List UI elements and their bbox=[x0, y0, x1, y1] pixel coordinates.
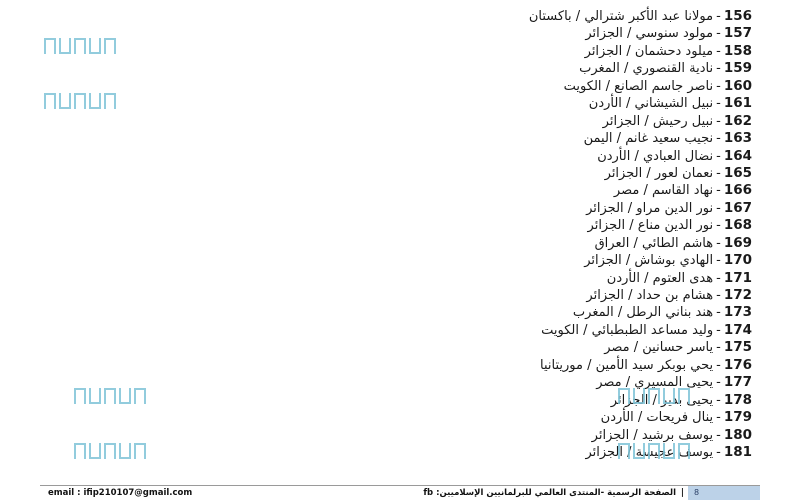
entry-text: يحيى المسيري / مصر bbox=[596, 375, 714, 391]
entry-text: نور الدين مناع / الجزائر bbox=[587, 218, 714, 234]
entry-text: نعمان لعور / الجزائر bbox=[604, 165, 714, 181]
list-item: 160 - ناصر جاسم الصانع / الكويت bbox=[563, 77, 752, 94]
entry-number: 172 bbox=[723, 287, 752, 303]
entry-number: 181 bbox=[723, 443, 752, 460]
entry-number: 169 bbox=[723, 234, 752, 251]
entry-number: 161 bbox=[723, 95, 752, 112]
entry-number: 158 bbox=[723, 42, 752, 59]
entry-text: هشام بن حداد / الجزائر bbox=[586, 288, 714, 303]
entry-number: 173 bbox=[723, 304, 752, 321]
entry-text: نبيل الشيشاني / الأردن bbox=[588, 96, 714, 112]
entry-number: 167 bbox=[723, 199, 752, 216]
watermark-logo bbox=[74, 388, 146, 404]
entry-text: نجيب سعيد غانم / اليمن bbox=[583, 131, 714, 147]
entry-number: 177 bbox=[723, 374, 752, 391]
entry-text: نادية القنصوري / المغرب bbox=[579, 61, 714, 77]
list-item: 167 - نور الدين مراو / الجزائر bbox=[586, 199, 752, 216]
entry-number: 175 bbox=[723, 339, 752, 356]
list-item: 181 - يوسف عجيسة / الجزائر bbox=[585, 443, 752, 460]
footer-email: email : ifip210107@gmail.com bbox=[48, 488, 193, 498]
list-item: 163 - نجيب سعيد غانم / اليمن bbox=[583, 130, 752, 147]
entry-number: 170 bbox=[723, 252, 752, 269]
entry-number: 180 bbox=[723, 426, 752, 443]
entry-text: هند بناني الرطل / المغرب bbox=[572, 305, 714, 321]
list-item: 171 - هدى العتوم / الأردن bbox=[606, 269, 752, 286]
watermark-logo bbox=[44, 93, 116, 109]
member-list bbox=[392, 8, 752, 461]
list-item: 162 - نبيل رحيش / الجزائر bbox=[602, 112, 752, 129]
list-item: 175 - ياسر حسانين / مصر bbox=[604, 339, 752, 356]
entry-text: ناصر جاسم الصانع / الكويت bbox=[563, 78, 714, 94]
watermark-logo bbox=[74, 443, 146, 459]
entry-text: يحيى بدير / الجزائر bbox=[610, 392, 714, 408]
entry-number: 166 bbox=[723, 182, 752, 199]
entry-number: 174 bbox=[723, 321, 752, 338]
list-item: 166 - نهاد القاسم / مصر bbox=[613, 182, 752, 199]
entry-text: هدى العتوم / الأردن bbox=[606, 270, 714, 286]
entry-number: 179 bbox=[723, 409, 752, 426]
entry-number: 160 bbox=[723, 77, 752, 94]
entry-text: نبيل رحيش / الجزائر bbox=[602, 113, 714, 129]
entry-text: نور الدين مراو / الجزائر bbox=[586, 200, 714, 216]
entry-number: 164 bbox=[723, 147, 752, 164]
entry-text: يوسف عجيسة / الجزائر bbox=[585, 444, 714, 460]
page-number-band bbox=[688, 486, 760, 500]
list-item: 157 - مولود سنوسي / الجزائر bbox=[585, 25, 752, 42]
entry-text: نضال العبادي / الأردن bbox=[597, 148, 714, 164]
page-footer bbox=[40, 485, 760, 500]
list-item: 172 - هشام بن حداد / الجزائر bbox=[586, 287, 752, 303]
list-item: 158 - ميلود دحشمان / الجزائر bbox=[584, 42, 752, 59]
entry-text: الهادي بوشاش / الجزائر bbox=[584, 253, 714, 269]
watermark-logo bbox=[618, 443, 690, 459]
list-item: 168 - نور الدين مناع / الجزائر bbox=[587, 217, 752, 234]
list-item: 164 - نضال العبادي / الأردن bbox=[597, 147, 752, 164]
entry-number: 156 bbox=[723, 8, 752, 24]
footer-facebook-text: الصفحة الرسمية -المنتدى العالمي للبرلمانيين الإسلاميين: fb bbox=[423, 488, 676, 498]
list-item: 165 - نعمان لعور / الجزائر bbox=[604, 164, 752, 181]
list-item: 179 - ينال فريحات / الأردن bbox=[600, 409, 752, 426]
watermark-logo bbox=[44, 38, 116, 54]
entry-text: نهاد القاسم / مصر bbox=[613, 183, 714, 199]
list-item: 173 - هند بناني الرطل / المغرب bbox=[572, 304, 752, 321]
entry-number: 157 bbox=[723, 25, 752, 42]
footer-separator: | bbox=[680, 488, 684, 498]
entry-text: وليد مساعد الطبطبائي / الكويت bbox=[541, 322, 714, 338]
list-item: 156 - مولانا عبد الأكبر شترالي / باكستان bbox=[528, 8, 752, 24]
entry-number: 178 bbox=[723, 391, 752, 408]
entry-text: يحي بوبكر سيد الأمين / موريتانيا bbox=[540, 357, 714, 373]
list-item: 178 - يحيى بدير / الجزائر bbox=[610, 391, 752, 408]
entry-text: مولود سنوسي / الجزائر bbox=[585, 26, 714, 42]
entry-text: ميلود دحشمان / الجزائر bbox=[584, 43, 714, 59]
entry-text: هاشم الطائي / العراق bbox=[594, 235, 714, 251]
entry-number: 165 bbox=[723, 164, 752, 181]
watermark-logo bbox=[618, 388, 690, 404]
entry-number: 162 bbox=[723, 112, 752, 129]
list-item: 174 - وليد مساعد الطبطبائي / الكويت bbox=[541, 321, 752, 338]
entry-text: ياسر حسانين / مصر bbox=[604, 340, 714, 356]
list-item: 159 - نادية القنصوري / المغرب bbox=[579, 60, 752, 77]
entry-text: مولانا عبد الأكبر شترالي / باكستان bbox=[528, 9, 714, 24]
entry-text: ينال فريحات / الأردن bbox=[600, 410, 714, 426]
list-item: 169 - هاشم الطائي / العراق bbox=[594, 234, 752, 251]
list-item: 177 - يحيى المسيري / مصر bbox=[596, 374, 752, 391]
list-item: 170 - الهادي بوشاش / الجزائر bbox=[584, 252, 752, 269]
entry-number: 171 bbox=[723, 269, 752, 286]
entry-number: 163 bbox=[723, 130, 752, 147]
entry-number: 159 bbox=[723, 60, 752, 77]
list-item: 176 - يحي بوبكر سيد الأمين / موريتانيا bbox=[540, 356, 752, 373]
page-number: 8 bbox=[694, 488, 700, 497]
entry-number: 176 bbox=[723, 356, 752, 373]
list-item: 161 - نبيل الشيشاني / الأردن bbox=[588, 95, 752, 112]
entry-number: 168 bbox=[723, 217, 752, 234]
entry-text: يوسف برشيد / الجزائر bbox=[591, 427, 714, 443]
list-item: 180 - يوسف برشيد / الجزائر bbox=[591, 426, 752, 443]
